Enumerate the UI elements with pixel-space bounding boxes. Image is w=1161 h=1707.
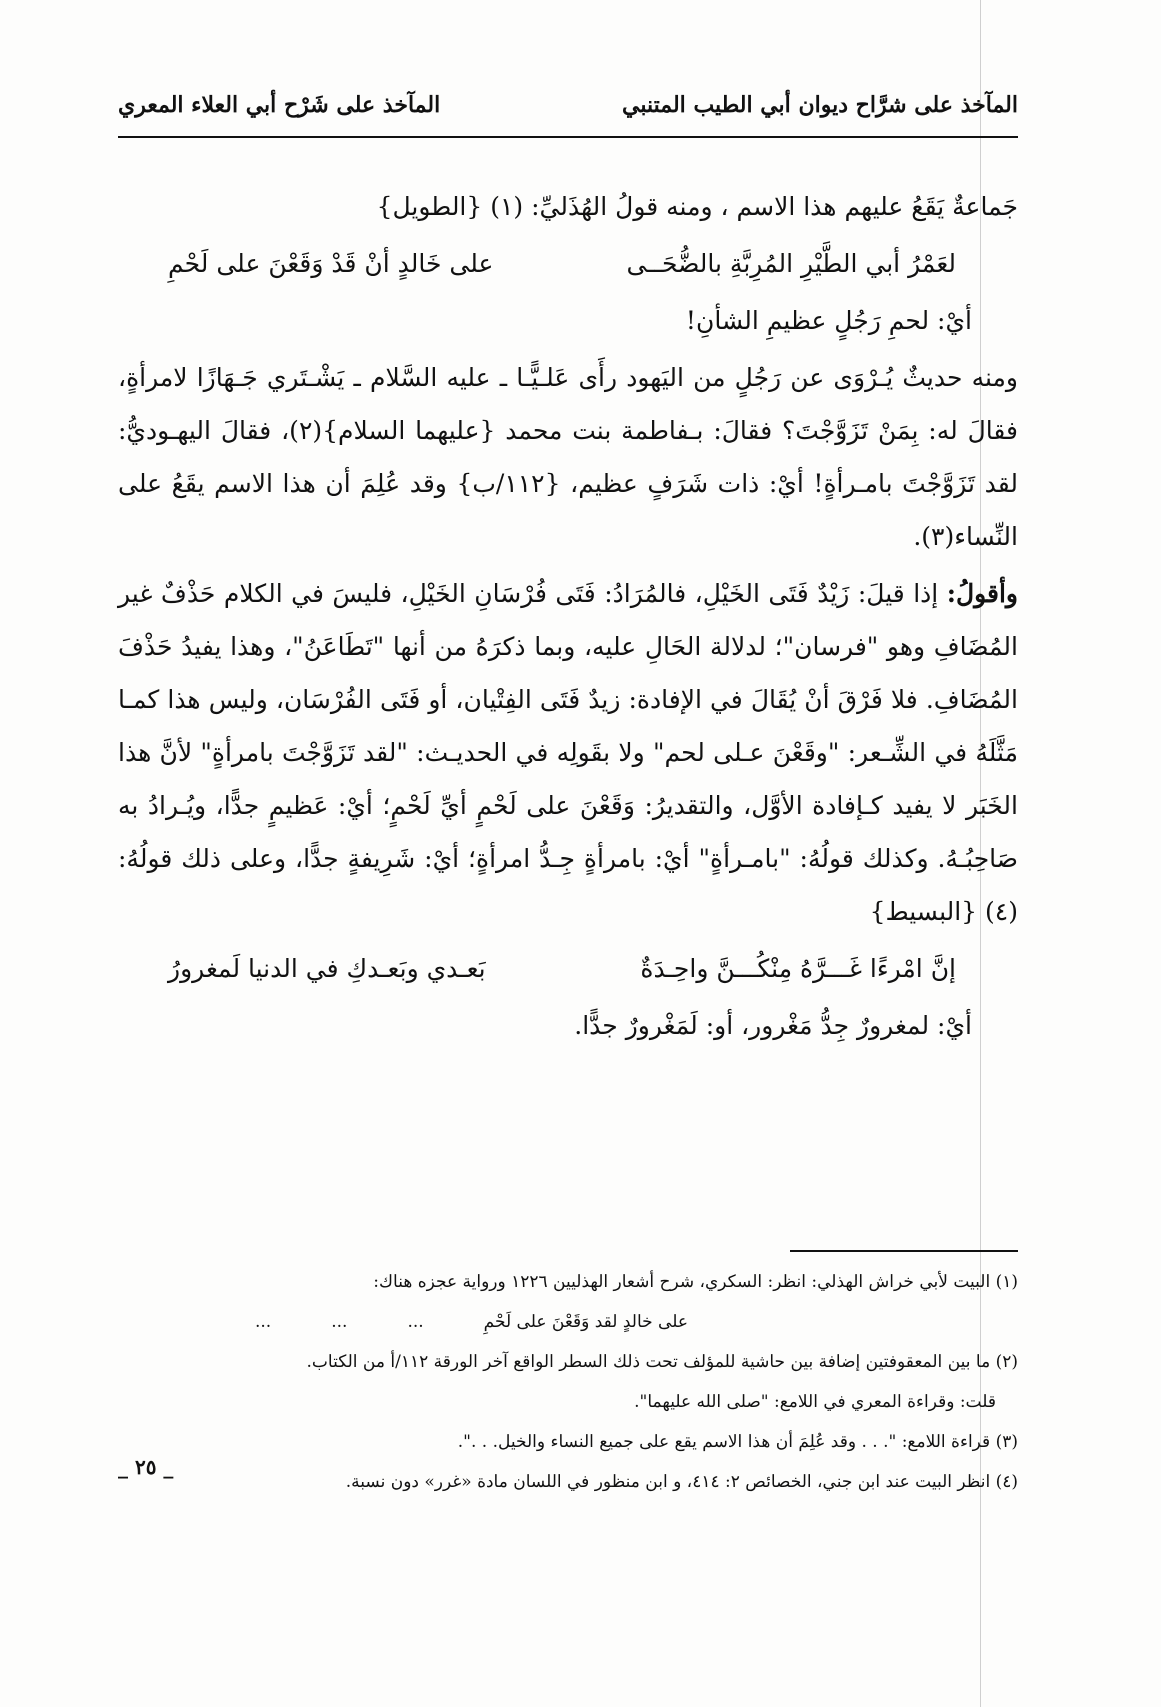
footnote-1-ellipsis-2: ...	[331, 1312, 348, 1332]
footnote-divider	[790, 1250, 1018, 1252]
paragraph-4-lead: وأقولُ:	[946, 579, 1018, 608]
header-section-title: المآخذ على شَرْح أبي العلاء المعري	[118, 92, 441, 118]
footnote-1-ellipsis-3: ...	[255, 1312, 272, 1332]
verse-1	[118, 237, 1018, 290]
header-divider	[118, 136, 1018, 138]
footnote-1-verse	[118, 1302, 1018, 1342]
footnote-3: (٣) قراءة اللامع: ". . . وقد عُلِمَ أن هذا الاسم يقع على جميع النساء والخيل. . .".	[457, 1432, 1018, 1452]
verse-2-second-hemistich: بَعـدي وبَعـدكِ في الدنيا لَمغرورُ	[168, 954, 486, 983]
footnote-1: (١) البيت لأبي خراش الهذلي: انظر: السكري، شرح أشعار الهذليين ١٢٢٦ ورواية عجزه هناك:	[373, 1272, 1018, 1292]
header-book-title: المآخذ على شرَّاح ديوان أبي الطيب المتنبي	[622, 92, 1018, 118]
paragraph-3: ومنه حديثٌ يُـرْوَى عن رَجُلٍ من اليَهود رأَى عَلـيًّـا ـ عليه السَّلام ـ يَشْـتَري جَـهَازًا لامرأةٍ، فقالَ له: بِمَنْ تَزَوَّجْتَ؟ فقالَ: بـفاطمة بنت محمد {عليهما السلام}(٢)، فقالَ اليهـوديُّ: لقد تَزَوَّجْتَ بامـرأةٍ! أيْ: ذات شَرَفٍ عظيم، {١١٢/ب} وقد عُلِمَ أن هذا الاسم يقَعُ على النِّساء(٣).	[118, 363, 1018, 551]
verse-1-second-hemistich: على خَالدٍ أنْ قَدْ وَقَعْنَ على لَحْمِ	[168, 249, 494, 278]
main-text	[118, 180, 1018, 1052]
paragraph-4-text: إذا قيلَ: زَيْدٌ فَتَى الخَيْلِ، فالمُرَادُ: فَتَى فُرْسَانِ الخَيْلِ، فليسَ في الكلام حَذْفٌ غير المُضَافِ وهو "فرسان"؛ لدلالة الحَالِ عليه، وبما ذكرَهُ من أنها "تَطَاعَنُ"، وهذا يفيدُ حَذْفَ المُضَافِ. فلا فَرْقَ أنْ يُقَالَ في الإفادة: زيدٌ فَتَى الفِتْيان، أو فَتَى الفُرْسَان، وليس هذا كمـا مَثَّلَهُ في الشِّـعر: "وقَعْنَ عـلى لحم" ولا بقَولِه في الحديـث: "لقد تَزَوَّجْتَ بامرأةٍ" لأنَّ هذا الخَبَر لا يفيد كـإفادة الأوَّل، والتقديرُ: وَقَعْنَ على لَحْمٍ أيِّ لَحْمٍ؛ أيْ: عَظيمٍ جدًّا، ويُـرادُ به صَاحِبُـهُ. وكذلك قولُهُ: "بامـرأةٍ" أيْ: بامرأةٍ جِـدُّ امرأةٍ؛ أيْ: شَرِيفةٍ جدًّا، وعلى ذلك قولُهُ:(٤) {البسيط}	[118, 579, 1018, 926]
page-number: _ ٢٥ _	[118, 1455, 174, 1479]
verse-2-first-hemistich: إنَّ امْرءًا غَـــرَّهُ مِنْكُـــنَّ واحِـدَةٌ	[640, 954, 956, 983]
verse-1-first-hemistich: لعَمْرُ أبي الطَّيْرِ المُرِبَّةِ بالضُّحَــى	[626, 249, 956, 278]
footnote-2: (٢) ما بين المعقوفتين إضافة بين حاشية للمؤلف تحت ذلك السطر الواقع آخر الورقة ١١٢/أ من الكتاب.	[306, 1352, 1018, 1372]
footnote-1-ellipsis-1: ...	[407, 1312, 424, 1332]
paragraph-5: أيْ: لمغرورٌ جِدُّ مَغْرور، أو: لَمَغْرورٌ جدًّا.	[574, 1011, 972, 1040]
paragraph-4	[118, 567, 1018, 938]
footnote-1-verse-text: على خالدٍ لقد وَقَعْنَ على لَحْمِ	[483, 1312, 688, 1332]
verse-2	[118, 942, 1018, 995]
paragraph-2: أيْ: لحمِ رَجُلٍ عظيمِ الشأنِ!	[685, 306, 972, 335]
footnote-2-note: قلت: وقراءة المعري في اللامع: "صلى الله عليهما".	[634, 1392, 996, 1412]
footnotes	[118, 1262, 1018, 1502]
running-header	[118, 92, 1018, 132]
footnote-4: (٤) انظر البيت عند ابن جني، الخصائص ٢: ٤١٤، و ابن منظور في اللسان مادة «غرر» دون نسبة.	[345, 1472, 1018, 1492]
paragraph-1: جَماعةٌ يَقَعُ عليهم هذا الاسم ، ومنه قولُ الهُذَليِّ: (١) {الطويل}	[376, 192, 1018, 221]
